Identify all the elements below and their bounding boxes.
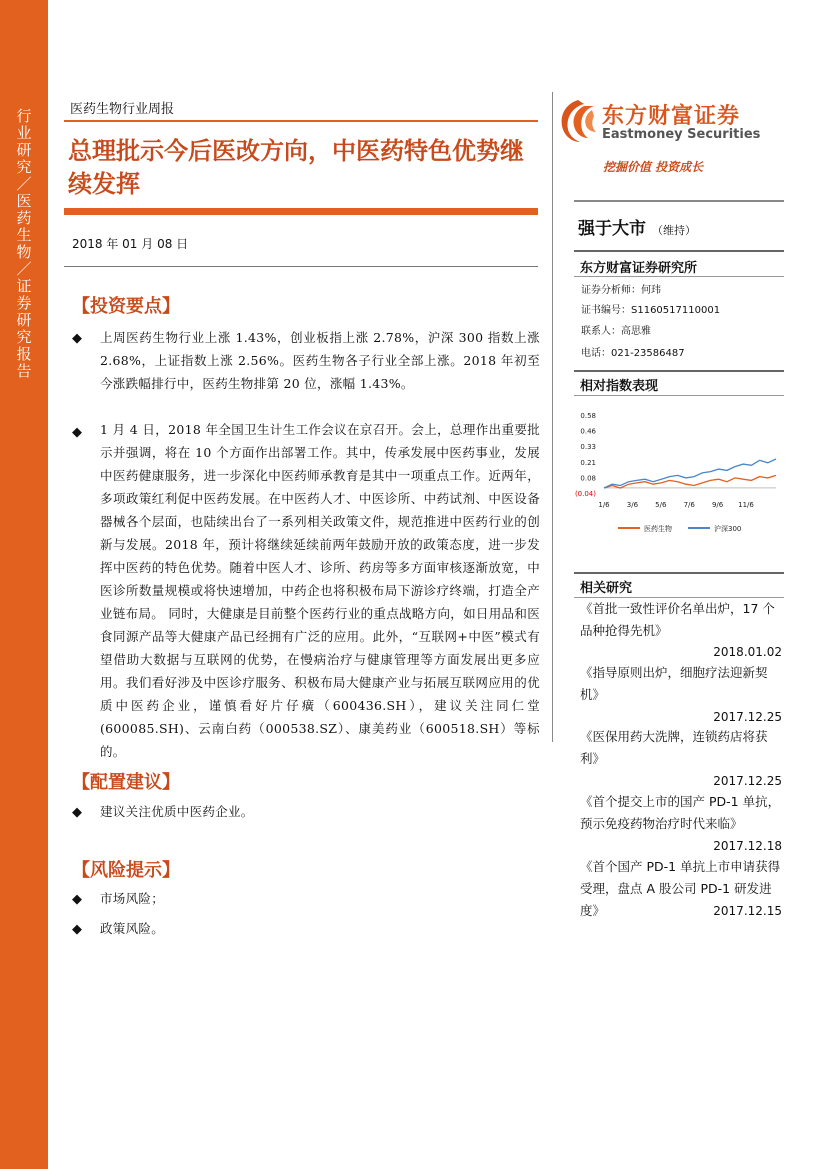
related-item-title[interactable]: 《首个国产 PD-1 单抗上市申请获得受理，盘点 A 股公司 PD-1 研发进度》 [580,859,781,918]
contact: 联系人：高思雅 [581,326,651,337]
side-bar [0,0,48,1169]
related-item-title[interactable]: 《首个提交上市的国产 PD-1 单抗，预示免疫药物治疗时代来临》 [580,794,781,831]
bullet-icon: ◆ [72,892,82,907]
related-item-date: 2018.01.02 [713,645,782,659]
investment-paragraph-1: 上周医药生物行业上涨 1.43%，创业板指上涨 2.78%，沪深 300 指数上涨 2.68%，上证指数上涨 2.56%。医药生物各子行业全部上涨。2018 年初至今涨跌幅排行中，医药生物排第 20 位，涨幅 1.43%。 [100,330,540,391]
certificate-number: 证书编号：S1160517110001 [581,305,721,316]
y-tick-label: 0.46 [580,427,596,436]
bullet-icon: ◆ [72,425,82,440]
divider [574,395,784,396]
risk-item-1: 市场风险； [100,891,165,906]
y-tick-label: 0.33 [580,443,596,452]
sidebar-label: 行业研究／医药生物／证券研究报告 [16,107,32,380]
institute-name: 东方财富证券研究所 [580,261,698,276]
rating-value: 强于大市 [578,219,646,239]
rating [578,214,696,239]
x-tick-label: 7/6 [683,501,695,509]
related-research-heading: 相关研究 [580,581,633,596]
x-tick-label: 5/6 [655,501,667,509]
x-tick-label: 3/6 [626,501,639,509]
y-tick-label: 0.58 [580,412,596,420]
divider [64,120,538,122]
divider [64,266,538,267]
divider [574,370,784,372]
y-tick-label: 0.21 [580,458,596,467]
legend-label: 沪深300 [714,525,742,533]
page-title: 总理批示今后医改方向，中医药特色优势继续发挥 [68,136,524,198]
x-tick-label: 11/6 [738,501,754,509]
divider [574,200,784,202]
x-tick-label: 9/6 [711,501,724,509]
report-date: 2018 年 01 月 08 日 [72,237,189,251]
relative-index-chart [572,405,784,545]
related-item-date: 2017.12.15 [713,904,782,918]
bullet-icon: ◆ [72,922,82,937]
divider [574,572,784,574]
report-category: 医药生物行业周报 [70,102,175,117]
analyst: 证券分析师：何玮 [581,285,661,296]
section-title-investment: 【投资要点】 [72,296,180,317]
allocation-paragraph: 建议关注优质中医药企业。 [100,804,254,819]
logo-mark-icon [558,98,598,144]
logo-text-en: Eastmoney Securities [602,127,761,142]
related-item-date: 2017.12.25 [713,774,782,788]
divider [574,250,784,252]
investment-paragraph-2: 1 月 4 日，2018 年全国卫生计生工作会议在京召开。会上，总理作出重要批示并强调，将在 10 个方面作出部署工作。其中，传承发展中医药事业，发展中医药健康服务，进一步深化中医药师承教育是其中一项重点工作。近两年，多项政策红利促中医药发展。在中医药人才、中医诊所、中药试剂、中医设备器械各个层面，也陆续出台了一系列相关政策文件，规范推进中医药行业的创新与发展。2018 年，预计将继续延续前两年鼓励开放的政策态度，进一步发挥中医药的特色优势。随着中医人才、诊所、药房等多方面审核逐渐放宽，中医诊所数量规模或将快速增加，中药企也将积极布局下游诊疗终端，打造全产业链布局。 同时，大健康是目前整个医药行业的重点战略方向，如日用品和医食同源产品等大健康产品已经拥有广泛的应用。此外，“互联网+中医”模式有望借助大数据与互联网的优势，在慢病治疗与健康管理等方面发展出更多应用。我们看好涉及中医诊疗服务、积极布局大健康产业与拓展互联网应用的优质中医药企业，谨慎看好片仔癀（600436.SH），建议关注同仁堂(600085.SH)、云南白药（000538.SZ）、康美药业（600518.SH）等标的。 [100,422,540,759]
y-tick-label: 0.08 [580,474,596,483]
bullet-icon: ◆ [72,805,82,820]
x-tick-label: 1/6 [598,501,610,509]
legend-label: 医药生物 [644,525,672,533]
related-item-title[interactable]: 《指导原则出炉，细胞疗法迎新契机》 [580,665,768,702]
section-title-allocation: 【配置建议】 [72,772,180,793]
related-item-date: 2017.12.25 [713,710,782,724]
y-tick-label: (0.04) [574,490,596,498]
phone: 电话：021-23586487 [581,348,685,359]
chart-heading: 相对指数表现 [580,379,659,394]
related-item-title[interactable]: 《首批一致性评价名单出炉，17 个品种抢得先机》 [580,601,775,638]
company-logo [558,98,778,148]
divider [574,276,784,277]
section-title-risk: 【风险提示】 [72,860,180,881]
bullet-icon: ◆ [72,331,82,346]
slogan: 挖掘价值 投资成长 [603,160,704,174]
related-item-date: 2017.12.18 [713,839,782,853]
rating-note: （维持） [652,224,696,237]
logo-text-cn: 东方财富证券 [602,104,741,129]
title-accent-bar [64,208,538,215]
risk-item-2: 政策风险。 [100,921,165,936]
related-item-title[interactable]: 《医保用药大洗牌，连锁药店将获利》 [580,729,768,766]
column-divider [552,92,553,742]
